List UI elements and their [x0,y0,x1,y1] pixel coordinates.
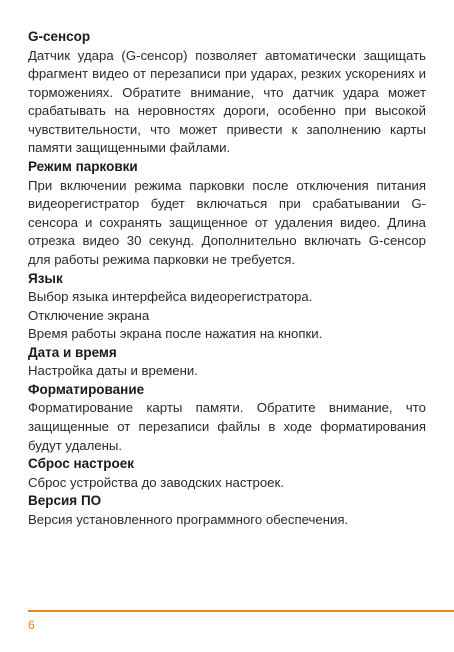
footer-divider [28,610,454,612]
section-g-sensor [28,28,426,158]
section-paragraph: При включении режима парковки после отключения питания видеорегистратор будет включаться при срабатывании G-сенсора и сохранять защищенное от удаления видео. Длина отрезка видео 30 секунд. Дополнительно включать G-сенсор для работы режима парковки не требуется. [28,177,426,267]
section-reset [28,455,426,492]
section-heading: Режим парковки [28,159,138,175]
section-heading: Сброс настроек [28,456,135,472]
section-heading: Форматирование [28,381,145,397]
section-paragraph: Датчик удара (G-сенсор) позволяет автоматически защищать фрагмент видео от перезаписи при ударах, резких ускорениях и торможениях. Обратите внимание, что датчик удара может срабатывать на неровностях дороги, особенно при высокой чувствительности, что может привести к заполнению карты памяти защищенными файлами. [28,47,426,156]
section-language [28,270,426,344]
section-heading: Дата и время [28,344,117,360]
section-firmware-version [28,492,426,529]
section-date-time [28,344,426,381]
section-paragraph: Время работы экрана после нажатия на кнопки. [28,326,323,342]
section-paragraph: Настройка даты и времени. [28,363,198,379]
section-paragraph: Версия установленного программного обеспечения. [28,511,349,527]
section-parking-mode [28,158,426,269]
section-heading: G-сенсор [28,29,91,44]
page-number: 6 [28,618,35,632]
section-paragraph: Сброс устройства до заводских настроек. [28,474,284,490]
section-heading: Язык [28,270,63,286]
section-paragraph: Выбор языка интерфейса видеорегистратора. [28,289,313,305]
document-body [28,28,426,529]
section-heading: Версия ПО [28,493,102,509]
section-formatting [28,381,426,455]
section-paragraph: Отключение экрана [28,307,150,323]
section-paragraph: Форматирование карты памяти. Обратите внимание, что защищенные от перезаписи файлы в ходе форматирования будут удалены. [28,400,426,453]
